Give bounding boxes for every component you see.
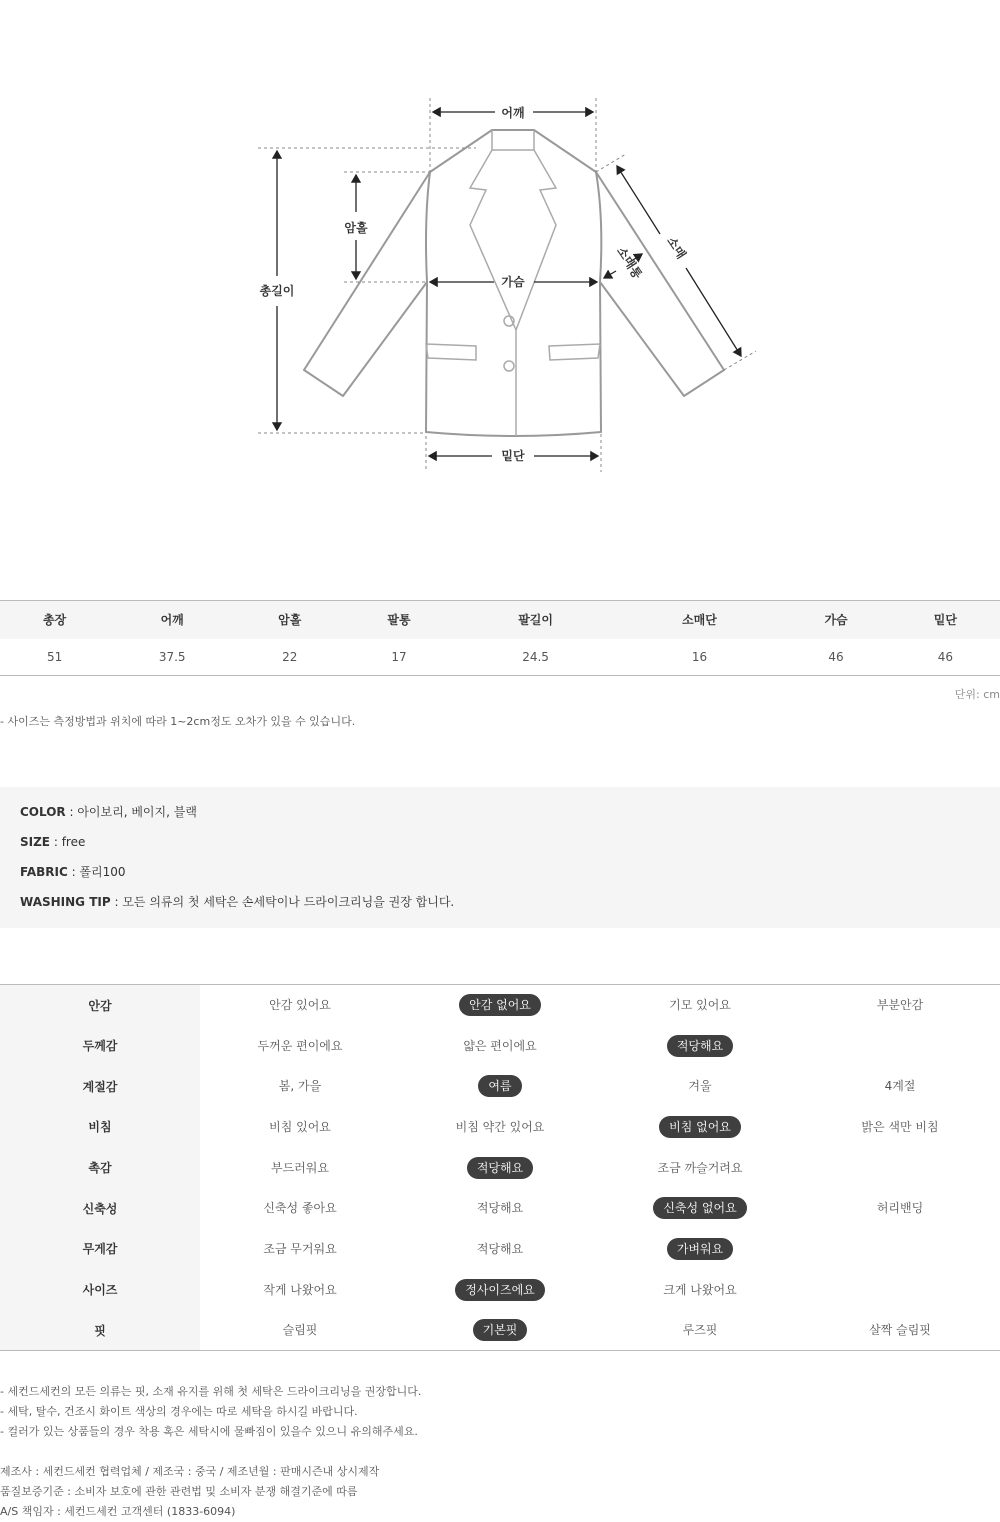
attribute-option-selected: 신축성 없어요 xyxy=(653,1197,746,1219)
manufacturer-line: 품질보증기준 : 소비자 보호에 관한 관련법 및 소비자 분쟁 해결기준에 따름 xyxy=(0,1485,358,1498)
attribute-option: 겨울 xyxy=(688,1079,712,1094)
size-table xyxy=(0,600,1000,676)
sleeve-width-arrow xyxy=(604,271,616,278)
manufacturer-info xyxy=(0,1463,379,1522)
info-value: : 폴리100 xyxy=(67,865,126,879)
attribute-row xyxy=(0,1066,1000,1107)
size-value: 24.5 xyxy=(454,639,618,676)
hem-label: 밑단 xyxy=(501,449,525,463)
attribute-option-selected: 적당해요 xyxy=(667,1035,733,1057)
attribute-option: 기모 있어요 xyxy=(669,998,731,1013)
attribute-row xyxy=(0,1269,1000,1310)
attribute-option-selected: 적당해요 xyxy=(467,1157,533,1179)
attribute-option: 4계절 xyxy=(884,1079,916,1094)
attribute-option-selected: 비침 없어요 xyxy=(659,1116,741,1138)
manufacturer-line: 제조사 : 세컨드세컨 협력업체 / 제조국 : 중국 / 제조년월 : 판매시즌내 상시제작 xyxy=(0,1465,380,1478)
attribute-option: 부분안감 xyxy=(876,998,924,1013)
attribute-option: 크게 나왔어요 xyxy=(663,1282,737,1297)
manufacturer-line: A/S 책임자 : 세컨드세컨 고객센터 (1833-6094) xyxy=(0,1505,236,1518)
sleeve-width-label: 소매통 xyxy=(614,244,645,282)
info-fabric-row xyxy=(20,865,980,895)
info-key: SIZE xyxy=(20,835,51,849)
size-header: 팔길이 xyxy=(454,601,618,639)
size-table-header-row xyxy=(0,601,1000,639)
info-key: COLOR xyxy=(20,805,66,819)
attribute-option: 적당해요 xyxy=(476,1241,524,1256)
size-value: 17 xyxy=(344,639,453,676)
size-header: 밑단 xyxy=(891,601,1000,639)
attribute-option: 부드러워요 xyxy=(271,1160,329,1175)
size-header: 소매단 xyxy=(618,601,782,639)
sleeve-arrow xyxy=(617,166,660,234)
chest-label: 가슴 xyxy=(501,275,525,289)
attribute-option-selected: 여름 xyxy=(478,1075,521,1097)
care-note: - 세컨드세컨의 모든 의류는 핏, 소재 유지를 위해 첫 세탁은 드라이크리닝을 권장합니다. xyxy=(0,1385,422,1398)
attribute-row xyxy=(0,985,1000,1026)
fabric-attributes-table xyxy=(0,984,1000,1351)
attribute-option: 조금 까슬거려요 xyxy=(657,1160,743,1175)
attribute-option: 얇은 편이에요 xyxy=(463,1038,537,1053)
info-color-row xyxy=(20,805,980,835)
size-header: 암홀 xyxy=(235,601,344,639)
info-washing-row xyxy=(20,895,980,925)
attribute-option-selected: 안감 없어요 xyxy=(459,994,541,1016)
info-value: : free xyxy=(50,835,86,849)
attribute-option: 봄, 가을 xyxy=(278,1079,322,1094)
size-header: 총장 xyxy=(0,601,109,639)
attribute-option-selected: 기본핏 xyxy=(473,1319,528,1341)
attribute-label: 계절감 xyxy=(0,1066,200,1107)
info-key: WASHING TIP xyxy=(20,895,111,909)
unit-label: 단위: cm xyxy=(954,688,1000,701)
care-notes xyxy=(0,1383,421,1443)
attribute-row xyxy=(0,1025,1000,1066)
attribute-option: 슬림핏 xyxy=(282,1323,318,1338)
size-value: 16 xyxy=(618,639,782,676)
jacket-measurement-diagram xyxy=(0,0,1000,560)
attribute-option: 비침 약간 있어요 xyxy=(455,1119,545,1134)
info-size-row xyxy=(20,835,980,865)
armhole-label: 암홀 xyxy=(344,221,368,235)
attribute-row xyxy=(0,1107,1000,1148)
attribute-label: 핏 xyxy=(0,1310,200,1351)
attribute-row xyxy=(0,1188,1000,1229)
info-value: : 모든 의류의 첫 세탁은 손세탁이나 드라이크리닝을 권장 합니다. xyxy=(110,895,455,909)
product-info-box xyxy=(0,787,1000,928)
attribute-option-selected: 가벼워요 xyxy=(667,1238,733,1260)
shoulder-label: 어깨 xyxy=(501,106,525,120)
attribute-row xyxy=(0,1229,1000,1270)
attribute-label: 안감 xyxy=(0,985,200,1026)
attribute-option: 밝은 색만 비침 xyxy=(861,1119,939,1134)
attribute-option: 안감 있어요 xyxy=(269,998,331,1013)
attribute-option: 비침 있어요 xyxy=(269,1119,331,1134)
attribute-option: 적당해요 xyxy=(476,1201,524,1216)
attribute-label: 두께감 xyxy=(0,1025,200,1066)
attribute-option: 살짝 슬림핏 xyxy=(869,1323,931,1338)
sleeve-label: 소매 xyxy=(664,234,689,262)
attribute-row xyxy=(0,1310,1000,1351)
attribute-option-selected: 정사이즈에요 xyxy=(455,1279,545,1301)
attribute-option: 루즈핏 xyxy=(682,1323,718,1338)
size-header: 팔통 xyxy=(344,601,453,639)
care-note: - 컬러가 있는 상품들의 경우 착용 혹은 세탁시에 물빠짐이 있을수 있으니 유의해주세요. xyxy=(0,1425,418,1438)
size-table-row xyxy=(0,639,1000,676)
attribute-label: 비침 xyxy=(0,1107,200,1148)
size-note: - 사이즈는 측정방법과 위치에 따라 1~2cm정도 오차가 있을 수 있습니다. xyxy=(0,715,356,728)
attribute-option: 허리밴딩 xyxy=(876,1201,924,1216)
attribute-option: 두꺼운 편이에요 xyxy=(257,1038,343,1053)
size-header: 어깨 xyxy=(109,601,235,639)
care-note: - 세탁, 탈수, 건조시 화이트 색상의 경우에는 따로 세탁을 하시길 바랍니다. xyxy=(0,1405,358,1418)
info-value: : 아이보리, 베이지, 블랙 xyxy=(65,805,197,819)
attribute-label: 무게감 xyxy=(0,1229,200,1270)
attribute-option: 조금 무거워요 xyxy=(263,1241,337,1256)
size-value: 51 xyxy=(0,639,109,676)
size-value: 46 xyxy=(781,639,890,676)
attribute-label: 촉감 xyxy=(0,1147,200,1188)
attribute-label: 신축성 xyxy=(0,1188,200,1229)
attribute-label: 사이즈 xyxy=(0,1269,200,1310)
size-value: 22 xyxy=(235,639,344,676)
info-key: FABRIC xyxy=(20,865,68,879)
size-header: 가슴 xyxy=(781,601,890,639)
size-value: 37.5 xyxy=(109,639,235,676)
attribute-option: 작게 나왔어요 xyxy=(263,1282,337,1297)
attribute-option: 신축성 좋아요 xyxy=(263,1201,337,1216)
total-length-label: 총길이 xyxy=(259,284,295,298)
attribute-row xyxy=(0,1147,1000,1188)
size-value: 46 xyxy=(891,639,1000,676)
